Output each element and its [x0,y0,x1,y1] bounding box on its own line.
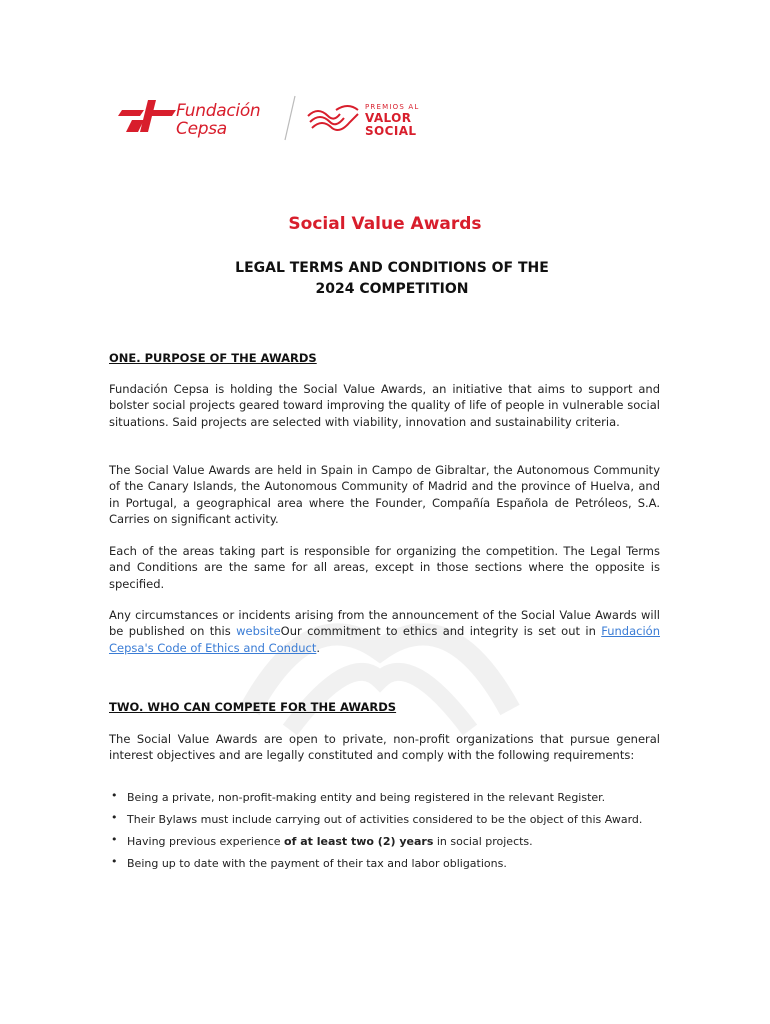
section-one-paragraph-2: The Social Value Awards are held in Spain in Campo de Gibraltar, the Autonomous Community of the Canary Islands, the Autonomous Community of Madrid and the province of Huelva, and in Portugal, a geographical area where the Founder, Compañía Española de Petróleos, S.A. Carries on significant activity. [109,463,660,526]
cepsa-text: Cepsa [176,119,227,139]
section-one-paragraph-1: Fundación Cepsa is holding the Social Value Awards, an initiative that aims to support and bolster social projects geared toward improving the quality of life of people in vulnerable social situations. Said projects are selected with viability, innovation and sustainability criteria. [109,382,660,429]
document-title [0,258,770,300]
list-item-text: Being up to date with the payment of their tax and labor obligations. [127,857,507,870]
paragraph-text: Any circumstances or incidents arising from the announcement of the Social Value Awards will be published on this [109,608,660,639]
fundacion-cepsa-logo-icon [118,98,178,134]
valor-social-wordmark [365,112,416,138]
list-item-text: Being a private, non-profit-making entity and being registered in the relevant Register. [127,791,606,804]
bullet-icon: • [111,811,118,824]
code-of-ethics-link[interactable]: Fundación Cepsa's Code of Ethics and Conduct [109,624,660,655]
list-item-text: in social projects. [433,835,533,848]
section-one-paragraph-4 [109,607,660,656]
list-item [109,812,669,828]
logo-bar [118,92,438,152]
paragraph-text: Our commitment to ethics and integrity is set out in [280,624,602,639]
list-item-text: Having previous experience [127,835,285,848]
list-item [109,834,669,850]
logo-divider [283,94,297,142]
bullet-icon: • [111,855,118,868]
requirements-list [109,790,669,878]
fundacion-text: Fundación [176,101,261,121]
section-one-paragraph-3: Each of the areas taking part is responsible for organizing the competition. The Legal Terms and Conditions are the same for all areas, except in those sections where the opposite is specified. [109,544,660,591]
valor-social-hands-icon [304,102,362,136]
social-text: SOCIAL [365,124,417,138]
premios-al-text: PREMIOS AL [365,103,420,111]
list-item-emphasis: of at least two (2) years [284,835,434,848]
list-item [109,790,669,806]
title-line-2: 2024 COMPETITION [315,281,469,297]
bullet-icon: • [111,833,118,846]
website-link[interactable]: website [236,624,281,639]
list-item [109,856,669,872]
section-one-heading: ONE. PURPOSE OF THE AWARDS [109,351,317,365]
section-two-paragraph-1: The Social Value Awards are open to private, non-profit organizations that pursue general interest objectives and are legally constituted and comply with the following requirements: [109,732,660,763]
fundacion-cepsa-wordmark [176,102,260,138]
title-line-1: LEGAL TERMS AND CONDITIONS OF THE [235,260,549,276]
section-two-heading: TWO. WHO CAN COMPETE FOR THE AWARDS [109,700,397,714]
bullet-icon: • [111,789,118,802]
list-item-text: Their Bylaws must include carrying out of activities considered to be the object of this Award. [127,813,643,826]
valor-text: VALOR [365,111,412,125]
document-subtitle: Social Value Awards [288,214,482,234]
paragraph-text: . [316,640,321,655]
